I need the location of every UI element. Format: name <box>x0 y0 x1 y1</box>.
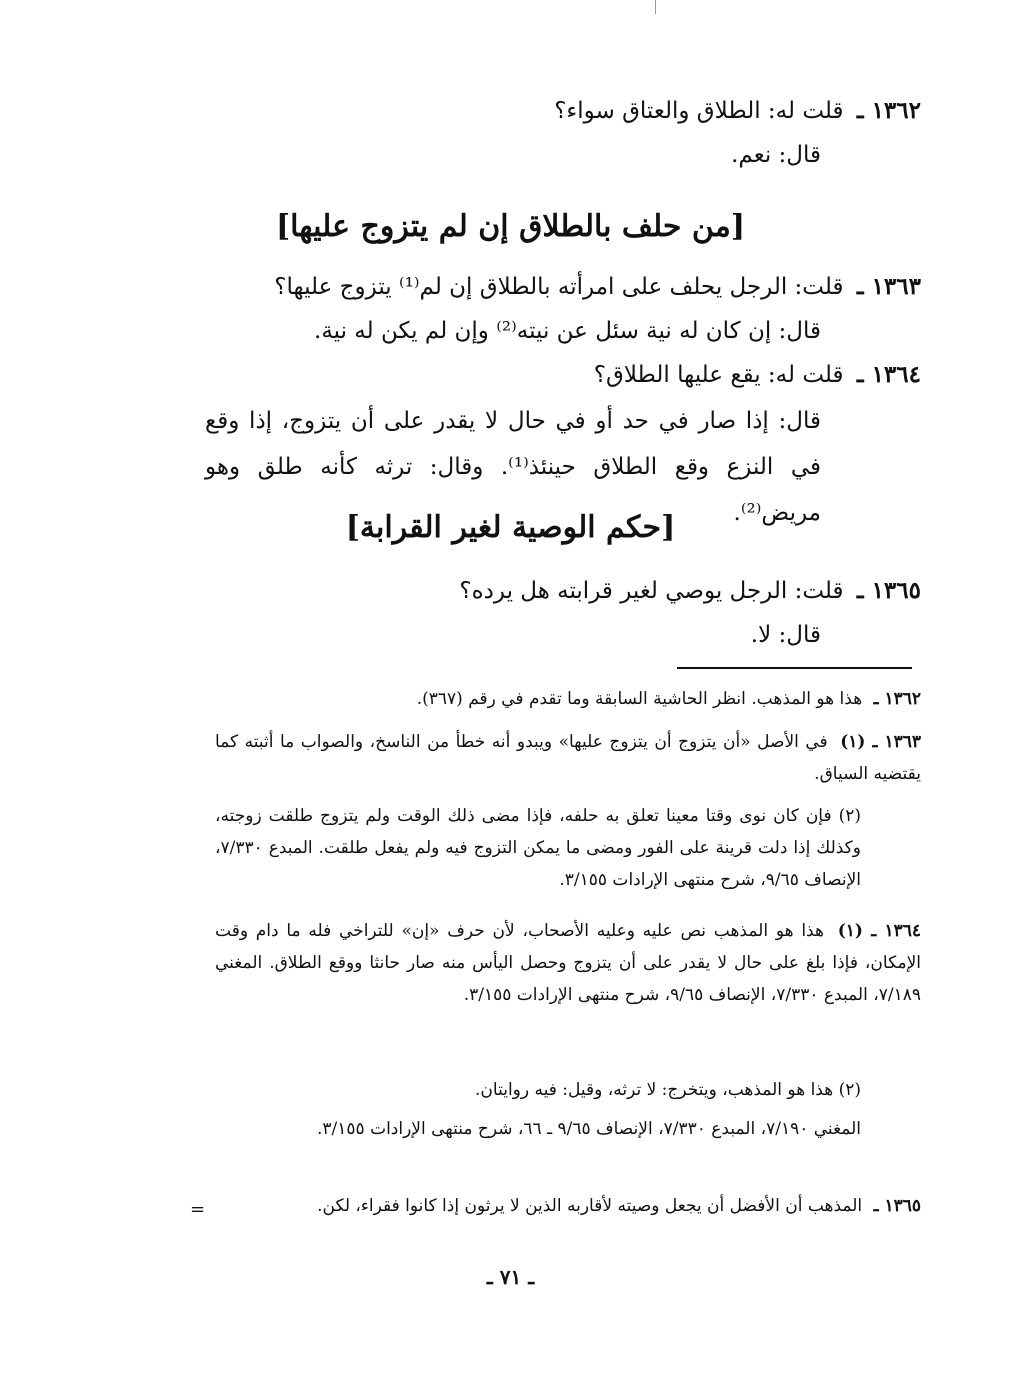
entry-number: ١٣٦٣ ـ <box>856 273 921 300</box>
footnote-1364-note1 <box>215 915 921 1011</box>
footnote-1364-note2: (٢) هذا هو المذهب، ويتخرج: لا ترثه، وقيل: فيه روايتان. <box>475 1080 861 1100</box>
footnote-1364-note2-refs: المغني ٧/١٩٠، المبدع ٧/٣٣٠، الإنصاف ٩/٦٥ ـ ٦٦، شرح منتهى الإرادات ٣/١٥٥. <box>317 1119 861 1139</box>
entry-1362-answer: قال: نعم. <box>731 142 821 168</box>
footnote-separator <box>677 667 912 669</box>
entry-1363-question <box>205 272 921 302</box>
question-text: قلت له: يقع عليها الطلاق؟ <box>593 362 844 388</box>
footnote-1363-note2: (٢) فإن كان نوى وقتا معينا تعلق به حلفه، فإذا مضى ذلك الوقت ولم يتزوج طلقت زوجته، وكذلك إذا دلت قرينة على الفور ومضى ما يمكن التزوج فيه ولم يفعل طلقت. المبدع ٧/٣٣٠، الإنصاف ٩/٦٥، شرح منتهى الإرادات ٣/١٥٥. <box>215 806 861 890</box>
section-heading-vow-divorce: [من حلف بالطلاق إن لم يتزوج عليها] <box>275 209 746 244</box>
entry-1365-question <box>205 576 921 606</box>
question-text: قلت: الرجل يوصي لغير قرابته هل يرده؟ <box>459 578 844 604</box>
entry-1364-question <box>205 360 921 390</box>
continuation-mark: = <box>190 1199 206 1220</box>
footnote-1362 <box>215 683 921 715</box>
footnote-text: المذهب أن الأفضل أن يجعل وصيته لأقاربه الذين لا يرثون إذا كانوا فقراء، لكن. <box>317 1196 863 1216</box>
footnote-text: في الأصل «أن يتزوج أن يتزوج عليها» ويبدو أنه خطأ من الناسخ، والصواب ما أثبته كما يقتضيه السياق. <box>215 732 921 784</box>
question-text: قلت: الرجل يحلف على امرأته بالطلاق إن لم⁽¹⁾ يتزوج عليها؟ <box>274 274 844 300</box>
entry-number: ١٣٦٢ ـ <box>856 97 921 124</box>
footnote-number: ١٣٦٢ ـ <box>873 689 921 709</box>
page-number: ـ ٧١ ـ <box>486 1265 535 1289</box>
scan-margin-tick <box>655 0 656 14</box>
footnote-number: ١٣٦٥ ـ <box>873 1196 921 1216</box>
footnote-text: هذا هو المذهب. انظر الحاشية السابقة وما تقدم في رقم (٣٦٧). <box>416 689 863 709</box>
question-text: قلت له: الطلاق والعتاق سواء؟ <box>554 98 844 124</box>
footnote-1365 <box>215 1190 921 1222</box>
entry-1364-answer: قال: إذا صار في حد أو في حال لا يقدر على أن يتزوج، إذا وقع في النزع وقع الطلاق حينئذ⁽¹⁾. وقال: ترثه كأنه طلق وهو مريض⁽²⁾. <box>205 408 821 526</box>
footnote-text: هذا هو المذهب نص عليه وعليه الأصحاب، لأن حرف «إن» للتراخي فله ما دام وقت الإمكان، فإذا بلغ على حال لا يقدر على أن يتزوج وحصل اليأس منه صار حانثا ووقع الطلاق. المغني ٧/١٨٩، المبدع ٧/٣٣٠، الإنصاف ٩/٦٥، شرح منتهى الإرادات ٣/١٥٥. <box>215 921 921 1005</box>
entry-1362-question <box>205 96 921 126</box>
section-heading-bequest: [حكم الوصية لغير القرابة] <box>345 510 676 545</box>
footnote-number: ١٣٦٤ ـ (١) <box>837 921 921 941</box>
entry-number: ١٣٦٤ ـ <box>856 361 921 388</box>
entry-number: ١٣٦٥ ـ <box>856 577 921 604</box>
entry-1365-answer: قال: لا. <box>750 622 821 648</box>
footnote-1363-note1 <box>215 726 921 790</box>
entry-1363-answer: قال: إن كان له نية سئل عن نيته⁽²⁾ وإن لم يكن له نية. <box>314 318 821 344</box>
footnote-number: ١٣٦٣ ـ (١) <box>840 732 921 752</box>
